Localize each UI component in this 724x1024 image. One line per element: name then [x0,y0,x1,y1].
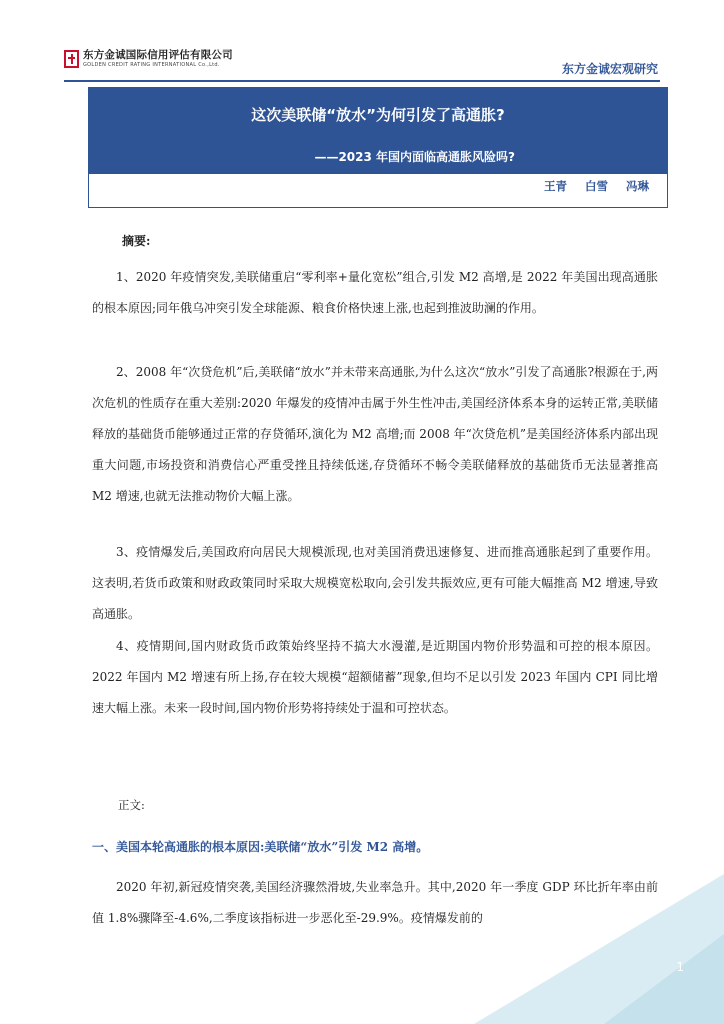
title-band [89,88,667,174]
abstract-paragraph-4: 4、疫情期间,国内财政货币政策始终坚持不搞大水漫灌,是近期国内物价形势温和可控的根本原因。2022 年国内 M2 增速有所上扬,存在较大规模“超额储蓄”现象,但均不足以引发 2023 年国内 CPI 同比增速大幅上涨。未来一段时间,国内物价形势将持续处于温和可控状态。 [92,639,658,715]
header-divider [64,80,660,82]
logo-icon [64,50,79,68]
body-label: 正文: [118,798,145,812]
corner-decoration [474,874,724,1024]
company-name-cn: 东方金诚国际信用评估有限公司 [83,49,233,62]
company-name-en: GOLDEN CREDIT RATING INTERNATIONAL Co.,Ltd. [83,61,220,68]
section-heading: 一、美国本轮高通胀的根本原因:美联储“放水”引发 M2 高增。 [92,840,429,854]
page-subtitle: ——2023 年国内面临高通胀风险吗? [314,150,515,164]
title-box [88,87,668,208]
abstract-paragraph-3: 3、疫情爆发后,美国政府向居民大规模派现,也对美国消费迅速修复、进而推高通胀起到了重要作用。这表明,若货币政策和财政政策同时采取大规模宽松取向,会引发共振效应,更有可能大幅推高 M2 增速,导致高通胀。 [92,545,658,621]
page-title: 这次美联储“放水”为何引发了高通胀? [251,106,505,124]
page-number: 1 [676,960,684,974]
abstract-paragraph-1: 1、2020 年疫情突发,美联储重启“零利率+量化宽松”组合,引发 M2 高增,是 2022 年美国出现高通胀的根本原因;同年俄乌冲突引发全球能源、粮食价格快速上涨,也起到推波助澜的作用。 [92,270,658,315]
abstract-label: 摘要: [122,234,151,248]
authors: 王青 白雪 冯琳 [543,179,649,193]
abstract-paragraph-2: 2、2008 年“次贷危机”后,美联储“放水”并未带来高通胀,为什么这次“放水”引发了高通胀?根源在于,两次危机的性质存在重大差别:2020 年爆发的疫情冲击属于外生性冲击,美国经济体系本身的运转正常,美联储释放的基础货币能够通过正常的存贷循环,演化为 M2 高增;而 2008 年“次贷危机”是美国经济体系内部出现重大问题,市场投资和消费信心严重受挫且持续低迷,存贷循环不畅令美联储释放的基础货币无法显著推高 M2 增速,也就无法推动物价大幅上涨。 [92,365,658,503]
company-logo [64,50,233,68]
header-brand: 东方金诚宏观研究 [561,62,658,76]
body-paragraph: 2020 年初,新冠疫情突袭,美国经济骤然滑坡,失业率急升。其中,2020 年一季度 GDP 环比折年率由前值 1.8%骤降至-4.6%,二季度该指标进一步恶化至-29.9%。疫情爆发前的 [92,880,658,925]
